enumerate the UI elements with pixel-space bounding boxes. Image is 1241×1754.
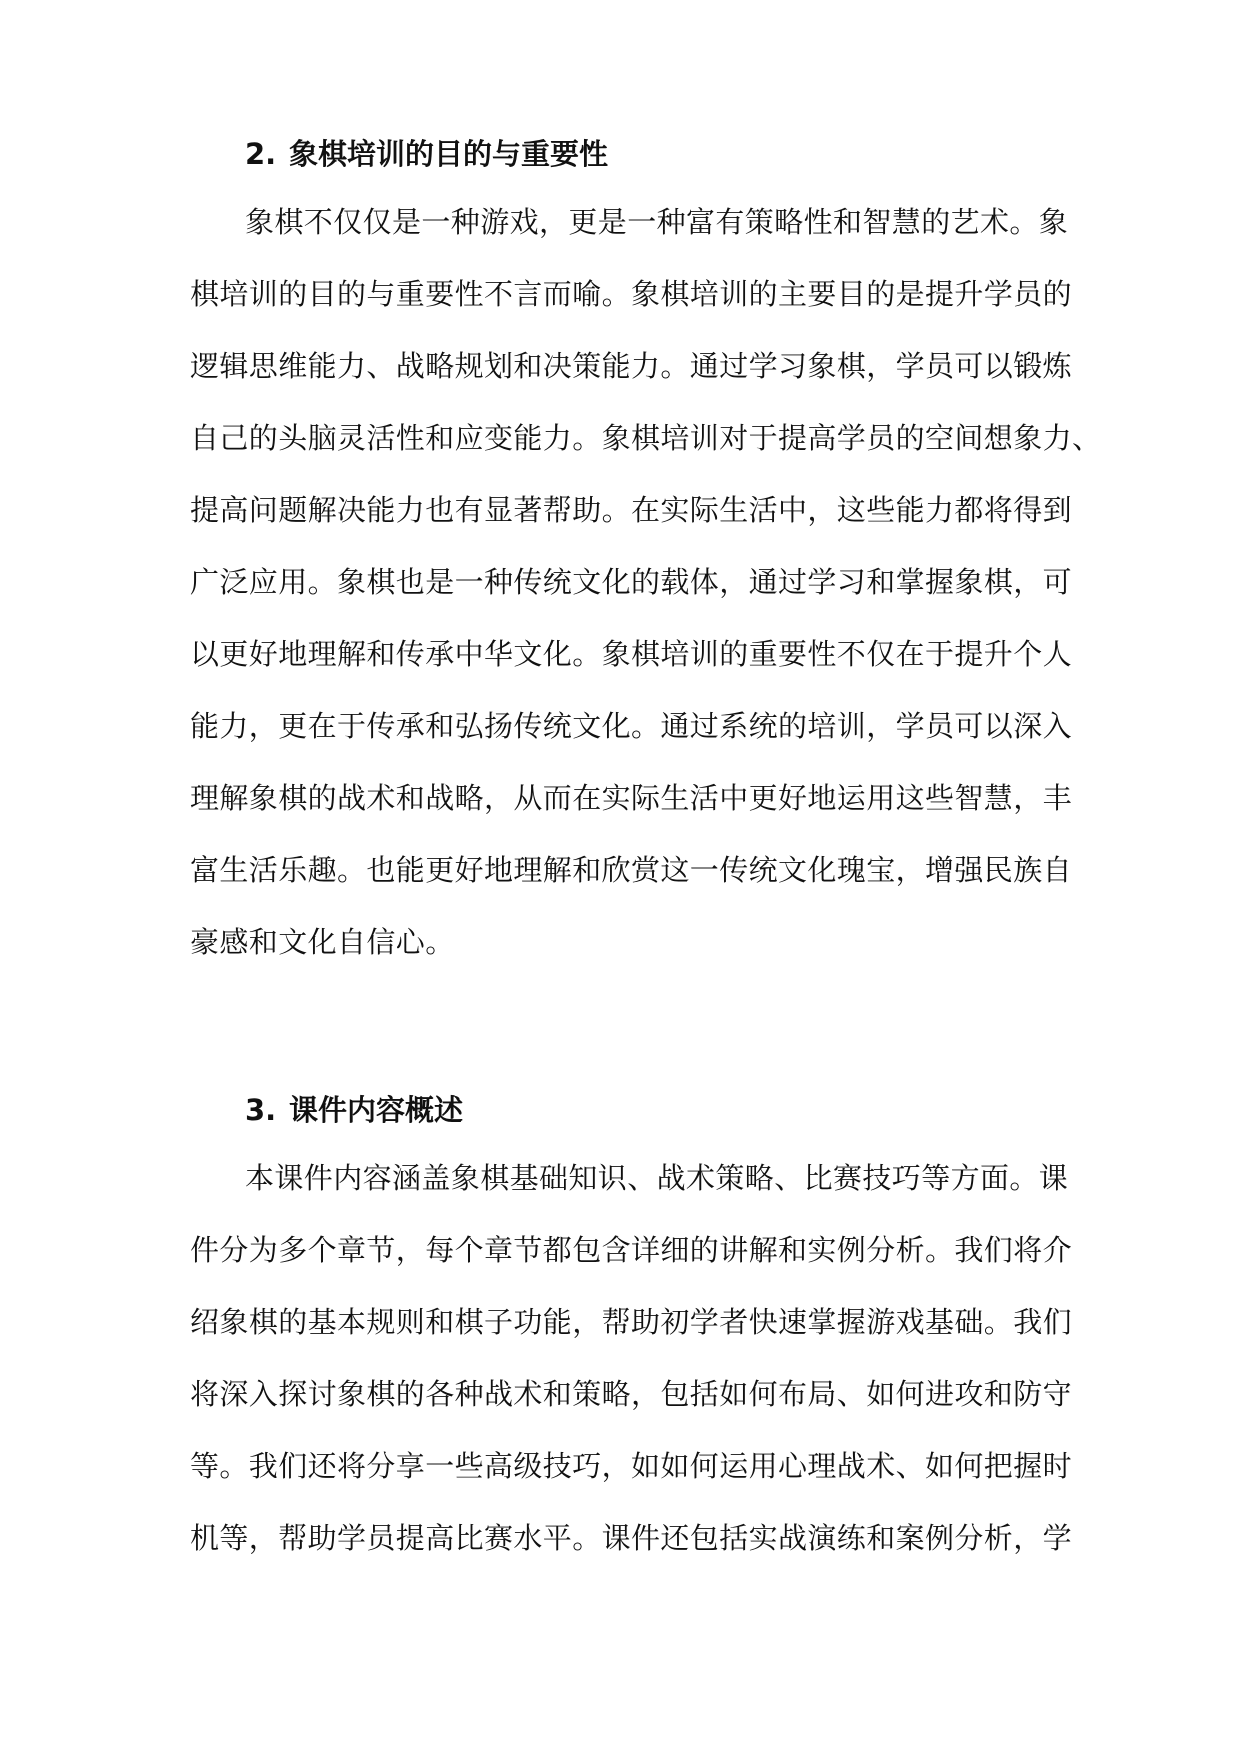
paragraph-line: 能力，更在于传承和弘扬传统文化。通过系统的培训，学员可以深入 [190,709,1073,743]
section-2-heading [245,136,608,172]
section-2-paragraph [190,186,1101,978]
paragraph-line: 自己的头脑灵活性和应变能力。象棋培训对于提高学员的空间想象力、 [190,421,1102,455]
paragraph-line: 绍象棋的基本规则和棋子功能，帮助初学者快速掌握游戏基础。我们 [190,1305,1073,1339]
paragraph-line: 件分为多个章节，每个章节都包含详细的讲解和实例分析。我们将介 [190,1233,1073,1267]
section-3-title: 课件内容概述 [289,1093,464,1127]
section-3-paragraph [190,1142,1072,1574]
paragraph-line: 逻辑思维能力、战略规划和决策能力。通过学习象棋，学员可以锻炼 [190,349,1073,383]
paragraph-line: 广泛应用。象棋也是一种传统文化的载体，通过学习和掌握象棋，可 [190,565,1073,599]
paragraph-line: 提高问题解决能力也有显著帮助。在实际生活中，这些能力都将得到 [190,493,1073,527]
paragraph-line: 棋培训的目的与重要性不言而喻。象棋培训的主要目的是提升学员的 [190,277,1073,311]
section-2-title: 象棋培训的目的与重要性 [289,137,609,171]
section-2-number: 2. [245,137,277,171]
paragraph-line: 等。我们还将分享一些高级技巧，如如何运用心理战术、如何把握时 [190,1449,1073,1483]
paragraph-line: 将深入探讨象棋的各种战术和策略，包括如何布局、如何进攻和防守 [190,1377,1073,1411]
paragraph-line: 理解象棋的战术和战略，从而在实际生活中更好地运用这些智慧，丰 [190,781,1073,815]
paragraph-line: 豪感和文化自信心。 [190,925,455,959]
paragraph-line: 本课件内容涵盖象棋基础知识、战术策略、比赛技巧等方面。课 [245,1161,1069,1195]
section-3-number: 3. [245,1093,277,1127]
paragraph-line: 以更好地理解和传承中华文化。象棋培训的重要性不仅在于提升个人 [190,637,1073,671]
paragraph-line: 机等，帮助学员提高比赛水平。课件还包括实战演练和案例分析，学 [190,1521,1073,1555]
paragraph-line: 富生活乐趣。也能更好地理解和欣赏这一传统文化瑰宝，增强民族自 [190,853,1073,887]
section-3-heading [245,1092,463,1128]
paragraph-line: 象棋不仅仅是一种游戏，更是一种富有策略性和智慧的艺术。象 [245,205,1069,239]
